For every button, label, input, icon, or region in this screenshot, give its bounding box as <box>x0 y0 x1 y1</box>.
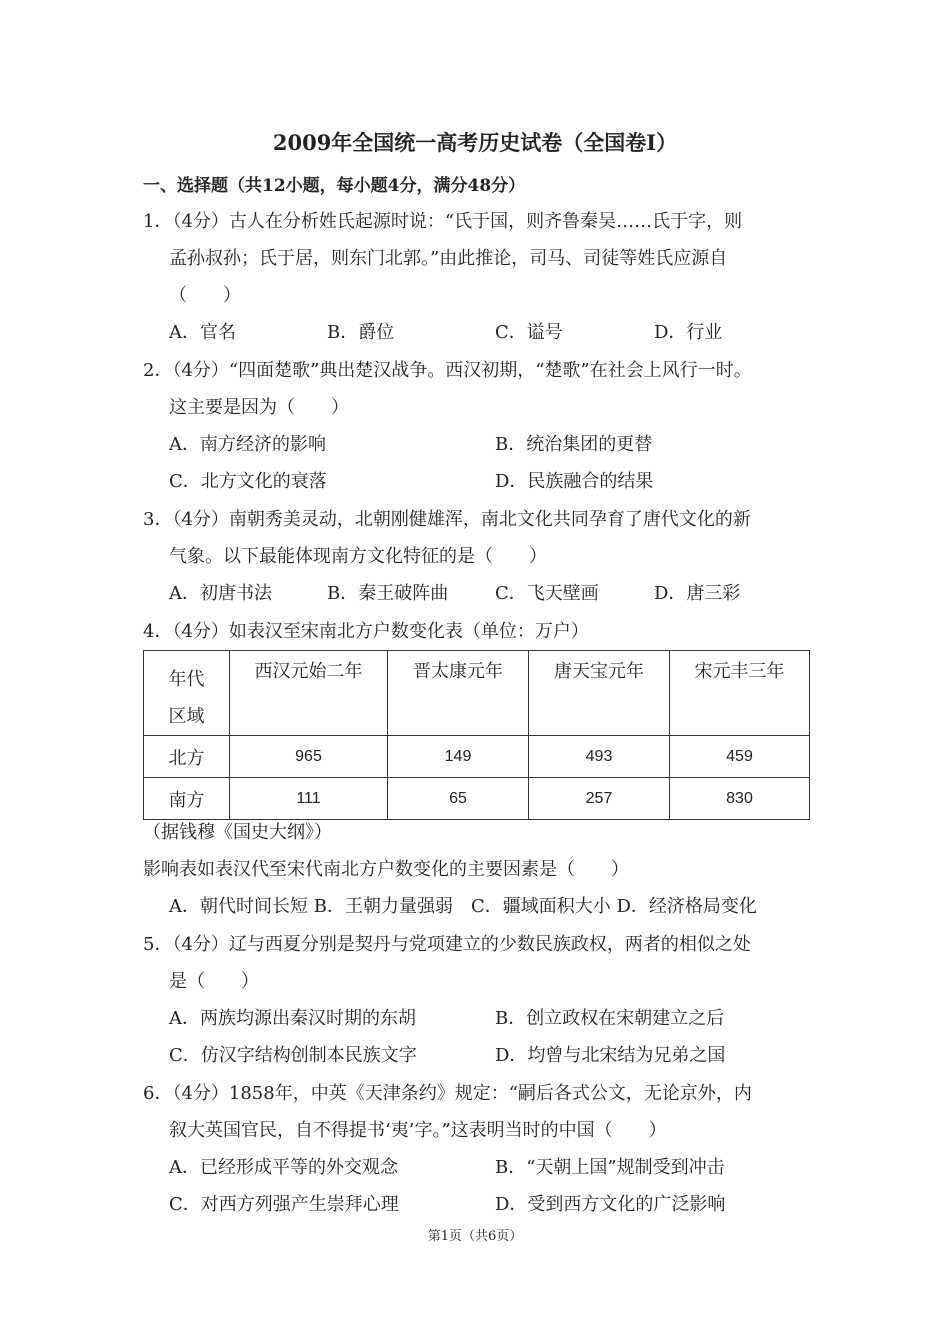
page-footer: 第1页（共6页） <box>427 1229 523 1244</box>
question-3-option-c: C．飞天壁画 <box>495 583 599 604</box>
question-1-line-2: 孟孙叔孙；氏于居，则东门北郭。”由此推论，司马、司徒等姓氏应源自 <box>169 248 728 269</box>
question-5-line-2: 是（ ） <box>169 971 259 992</box>
table-row-label: 南方 <box>144 778 230 820</box>
table-row-label: 北方 <box>144 736 230 778</box>
question-3-option-a: A．初唐书法 <box>169 583 272 604</box>
table-cell: 149 <box>388 736 529 778</box>
question-2-line-2: 这主要是因为（ ） <box>169 397 349 418</box>
question-6-option-a: A．已经形成平等的外交观念 <box>169 1157 398 1178</box>
question-4-line-1: 4．（4分）如表汉至宋南北方户数变化表（单位：万户） <box>143 621 589 642</box>
question-1-line-3: （ ） <box>169 285 241 306</box>
table-row <box>144 778 810 820</box>
table-cell: 459 <box>670 736 810 778</box>
table-cell: 257 <box>529 778 670 820</box>
table-cell: 965 <box>230 736 388 778</box>
question-6-line-1: 6．（4分）1858年，中英《天津条约》规定：“嗣后各式公文，无论京外，内 <box>143 1083 752 1104</box>
table-header-cell: 西汉元始二年 <box>230 651 388 736</box>
question-3-option-b: B．秦王破阵曲 <box>327 583 449 604</box>
question-6-option-b: B．“天朝上国”规制受到冲击 <box>495 1157 725 1178</box>
question-4-options: A．朝代时间长短 B．王朝力量强弱 C．疆域面积大小 D．经济格局变化 <box>169 896 757 917</box>
section-heading: 一、选择题（共12小题，每小题4分，满分48分） <box>143 176 526 196</box>
table-header-cell: 唐天宝元年 <box>529 651 670 736</box>
household-table <box>143 650 810 820</box>
question-2-option-a: A．南方经济的影响 <box>169 434 326 455</box>
question-2-option-d: D．民族融合的结果 <box>495 471 654 492</box>
question-1-option-c: C．谥号 <box>495 322 563 343</box>
question-2-line-1: 2．（4分）“四面楚歌”典出楚汉战争。西汉初期，“楚歌”在社会上风行一时。 <box>143 360 752 381</box>
question-3-option-d: D．唐三彩 <box>654 583 741 604</box>
question-1-option-a: A．官名 <box>169 322 236 343</box>
question-5-option-b: B．创立政权在宋朝建立之后 <box>495 1008 725 1029</box>
question-5-option-d: D．均曾与北宋结为兄弟之国 <box>495 1045 726 1066</box>
question-5-option-a: A．两族均源出秦汉时期的东胡 <box>169 1008 416 1029</box>
question-5-line-1: 5．（4分）辽与西夏分别是契丹与党项建立的少数民族政权，两者的相似之处 <box>143 934 751 955</box>
question-5-option-c: C．仿汉字结构创制本民族文字 <box>169 1045 417 1066</box>
question-4-line-2: 影响表如表汉代至宋代南北方户数变化的主要因素是（ ） <box>143 859 629 880</box>
table-cell: 65 <box>388 778 529 820</box>
question-6-option-c: C．对西方列强产生崇拜心理 <box>169 1194 399 1215</box>
question-3-line-1: 3．（4分）南朝秀美灵动，北朝刚健雄浑，南北文化共同孕育了唐代文化的新 <box>143 509 751 530</box>
corner-label-region: 区域 <box>168 706 205 727</box>
table-cell: 830 <box>670 778 810 820</box>
question-1-option-d: D．行业 <box>654 322 723 343</box>
table-source: （据钱穆《国史大纲》） <box>143 822 332 843</box>
table-header-cell: 宋元丰三年 <box>670 651 810 736</box>
table-cell: 111 <box>230 778 388 820</box>
question-2-option-c: C．北方文化的衰落 <box>169 471 327 492</box>
question-3-line-2: 气象。以下最能体现南方文化特征的是（ ） <box>169 546 547 567</box>
table-header-cell: 晋太康元年 <box>388 651 529 736</box>
corner-label-year: 年代 <box>168 669 205 690</box>
table-row <box>144 736 810 778</box>
table-cell: 493 <box>529 736 670 778</box>
table-corner-cell <box>144 651 230 736</box>
question-2-option-b: B．统治集团的更替 <box>495 434 653 455</box>
question-1-line-1: 1．（4分）古人在分析姓氏起源时说：“氏于国，则齐鲁秦吴……氏于字，则 <box>143 211 743 232</box>
question-6-line-2: 叙大英国官民，自不得提书‘夷’字。”这表明当时的中国（ ） <box>169 1120 667 1141</box>
page-title: 2009年全国统一高考历史试卷（全国卷I） <box>272 130 678 155</box>
question-1-option-b: B．爵位 <box>327 322 395 343</box>
question-6-option-d: D．受到西方文化的广泛影响 <box>495 1194 726 1215</box>
